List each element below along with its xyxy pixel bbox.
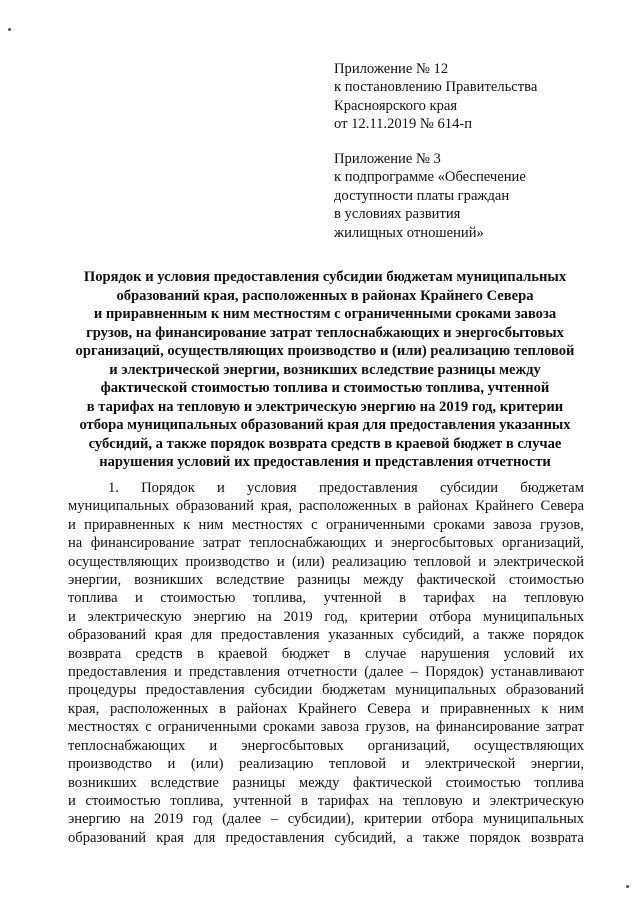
paragraph-line xyxy=(68,663,584,681)
word: и xyxy=(421,700,430,717)
appendix-line: к подпрограмме «Обеспечение xyxy=(334,169,526,186)
paragraph-line xyxy=(68,479,584,497)
title-line: нарушения условий их предоставления и представления отчетности xyxy=(99,454,551,470)
word: края xyxy=(156,829,184,846)
paragraph-line xyxy=(68,553,584,571)
appendix-3-header xyxy=(334,150,624,242)
word: осуществляющих xyxy=(473,737,584,754)
word: энергию xyxy=(68,811,121,828)
word: а xyxy=(406,829,413,846)
word: случае xyxy=(364,645,407,662)
word: для xyxy=(193,829,216,846)
word: стоимостью xyxy=(508,572,584,589)
word: предоставления xyxy=(220,627,320,644)
word: организаций, xyxy=(501,535,584,552)
word: вследствие xyxy=(150,774,219,791)
word: сроками xyxy=(263,719,315,736)
word: также xyxy=(422,829,460,846)
word: и xyxy=(374,535,383,552)
word: муниципальных xyxy=(482,608,584,625)
word: тепловой xyxy=(413,553,471,570)
word: разницы xyxy=(232,774,286,791)
word: теплоснабжающих xyxy=(68,737,186,754)
word: между xyxy=(298,774,340,791)
appendix-line: Приложение № 12 xyxy=(334,61,449,77)
word: тарифах xyxy=(317,792,370,809)
word: ограниченными xyxy=(325,516,425,533)
document-title xyxy=(62,268,588,472)
word: условий xyxy=(503,645,555,662)
title-line: образований края, расположенных в районах Крайнего Севера xyxy=(116,287,534,304)
word: (далее xyxy=(222,811,262,828)
word: местностях xyxy=(231,516,303,533)
word: и xyxy=(68,792,76,809)
paragraph-line xyxy=(68,737,584,755)
appendix-line: доступности платы граждан xyxy=(334,187,510,204)
word: производство xyxy=(185,553,270,570)
scan-dot xyxy=(626,885,629,888)
word: грузов, xyxy=(540,516,584,533)
paragraph-line xyxy=(68,792,584,810)
word: производство xyxy=(68,756,153,773)
appendix-line: жилищных отношений» xyxy=(334,224,484,241)
word: стоимостью xyxy=(85,792,161,809)
word: Севера xyxy=(540,498,584,515)
word: порядок xyxy=(469,829,521,846)
word: разницы xyxy=(297,572,351,589)
word: а xyxy=(472,627,480,644)
word: в xyxy=(219,700,227,717)
title-line: грузов, на финансирование затрат теплоснабжающих и энергосбытовых xyxy=(86,324,564,341)
word: завоза xyxy=(320,719,360,736)
word: и xyxy=(135,590,143,607)
word: (или) xyxy=(292,553,325,570)
word: в xyxy=(399,590,407,607)
title-line: в тарифах на тепловую и электрическую энергию на 2019 год, критерии xyxy=(86,398,564,415)
word: ограниченными xyxy=(157,719,257,736)
word: также xyxy=(487,627,525,644)
title-line: отбора муниципальных образований края для предоставления указанных xyxy=(79,417,571,433)
word: учтенной xyxy=(233,792,292,809)
word: учтенной xyxy=(323,590,382,607)
word: тепловой xyxy=(328,756,387,773)
word: год xyxy=(192,811,213,828)
word: энергию xyxy=(193,608,246,625)
word: Порядок xyxy=(141,480,195,496)
word: субсидий, xyxy=(402,627,465,644)
title-line: субсидий, а также порядок возврата средств в краевой бюджет в случае xyxy=(88,435,562,452)
word: критерии xyxy=(359,608,418,625)
word: и xyxy=(217,480,225,496)
word: финансирование xyxy=(435,719,540,736)
word: энергосбытовых xyxy=(241,737,344,754)
word: Порядок) xyxy=(425,664,484,681)
word: тарифах xyxy=(423,590,475,607)
word: вследствие xyxy=(216,572,285,589)
word: и xyxy=(68,608,76,625)
word: затрат xyxy=(202,535,241,552)
word: организаций, xyxy=(367,737,450,754)
word: Крайнего xyxy=(297,700,357,717)
word: субсидий, xyxy=(334,829,397,846)
word: предоставления xyxy=(318,480,418,496)
word: между xyxy=(363,572,404,589)
word: – xyxy=(410,664,418,681)
word: электрической xyxy=(424,756,516,773)
word: к xyxy=(541,700,549,717)
paragraph-line xyxy=(68,626,584,644)
title-line: и электрической энергии, возникших вследствие разницы между xyxy=(109,361,541,378)
word: затрат xyxy=(545,719,584,736)
word: средств xyxy=(135,645,183,662)
scan-dot xyxy=(8,28,11,31)
word: районах xyxy=(236,700,288,717)
word: предоставления xyxy=(68,664,167,681)
paragraph-line xyxy=(68,700,584,718)
word: расположенных xyxy=(109,700,209,717)
word: отчетности xyxy=(287,664,358,681)
word: 1. xyxy=(108,480,119,496)
word: ним xyxy=(559,700,584,717)
word: энергосбытовых xyxy=(391,535,494,552)
word: электрической xyxy=(493,553,584,570)
paragraph-line xyxy=(68,534,584,552)
word: на xyxy=(492,590,507,607)
title-line: организаций, осуществляющих производство и (или) реализацию тепловой xyxy=(75,343,575,359)
word: предоставления xyxy=(145,682,245,699)
word: края, xyxy=(260,498,293,515)
word: Крайнего xyxy=(475,498,534,515)
word: возникших xyxy=(134,572,204,589)
word: предоставления xyxy=(225,829,325,846)
paragraph-line xyxy=(68,755,584,773)
word: отбора xyxy=(431,811,474,828)
word: 2019 xyxy=(283,608,313,625)
word: фактической xyxy=(416,572,496,589)
word: образований xyxy=(175,498,254,515)
word: с xyxy=(145,719,152,736)
word: на xyxy=(130,811,145,828)
word: образований xyxy=(505,682,584,699)
word: к xyxy=(183,516,191,533)
word: сроками xyxy=(433,516,485,533)
word: и xyxy=(401,756,410,773)
paragraph-1 xyxy=(68,479,584,847)
word: приравненных xyxy=(439,700,531,717)
word: стоимостью xyxy=(160,590,236,607)
word: завоза xyxy=(493,516,532,533)
word: местностях xyxy=(68,719,140,736)
paragraph-line xyxy=(68,497,584,515)
word: реализацию xyxy=(239,756,314,773)
appendix-line: от 12.11.2019 № 614-п xyxy=(334,116,473,133)
word: в xyxy=(196,645,204,662)
word: образований xyxy=(68,829,147,846)
word: на xyxy=(257,608,272,625)
word: в xyxy=(301,792,309,809)
word: и xyxy=(276,553,285,570)
word: муниципальных xyxy=(482,811,584,828)
title-line: Порядок и условия предоставления субсидии бюджетам муниципальных xyxy=(83,269,567,285)
word: бюджетам xyxy=(322,682,386,699)
word: тепловую xyxy=(402,792,463,809)
appendix-line: Красноярского края xyxy=(334,97,458,114)
title-line: и приравненным к ним местностям с ограниченными сроками завоза xyxy=(93,306,557,322)
word: электрическую xyxy=(87,608,182,625)
paragraph-line xyxy=(68,829,584,847)
paragraph-line xyxy=(68,681,584,699)
word: на xyxy=(415,719,430,736)
word: на xyxy=(68,535,83,552)
paragraph-line xyxy=(68,516,584,534)
word: на xyxy=(378,792,394,809)
word: края xyxy=(154,627,183,644)
word: финансирование xyxy=(90,535,195,552)
word: нарушения xyxy=(420,645,490,662)
word: 2019 xyxy=(153,811,184,828)
word: в xyxy=(343,645,351,662)
word: фактической xyxy=(352,774,433,791)
word: образований xyxy=(68,627,147,644)
word: отбора xyxy=(429,608,472,625)
word: стоимостью xyxy=(445,774,521,791)
paragraph-line xyxy=(68,571,584,589)
word: и xyxy=(173,664,182,681)
word: (или) xyxy=(190,756,224,773)
word: ним xyxy=(198,516,224,533)
word: бюджетам xyxy=(520,480,584,496)
appendix-line: Приложение № 3 xyxy=(334,151,441,167)
word: (далее xyxy=(364,664,404,681)
paragraph-line xyxy=(68,718,584,736)
appendix-12-header xyxy=(334,60,624,134)
word: год, xyxy=(324,608,348,625)
word: топлива, xyxy=(252,590,307,607)
word: топлива xyxy=(534,774,584,791)
appendix-line: к постановлению Правительства xyxy=(334,79,538,96)
paragraph-line xyxy=(68,810,584,828)
word: представления xyxy=(188,664,281,681)
word: осуществляющих xyxy=(68,553,179,570)
title-line: фактической стоимостью топлива и стоимостью топлива, учтенной xyxy=(100,380,550,396)
word: процедуры xyxy=(68,682,137,699)
word: и xyxy=(68,516,76,533)
paragraph-line xyxy=(68,774,584,792)
word: краевой xyxy=(218,645,268,662)
paragraph-line xyxy=(68,608,584,626)
paragraph-line xyxy=(68,645,584,663)
word: грузов, xyxy=(365,719,410,736)
word: с xyxy=(311,516,318,533)
word: теплоснабжающих xyxy=(249,535,367,552)
word: в xyxy=(404,498,412,515)
word: порядок xyxy=(533,627,584,644)
word: субсидии), xyxy=(287,811,355,828)
word: возникших xyxy=(68,774,137,791)
word: субсидии xyxy=(439,480,499,496)
word: энергии, xyxy=(68,572,122,589)
word: бюджет xyxy=(281,645,330,662)
word: – xyxy=(270,811,279,828)
word: и xyxy=(209,737,218,754)
word: условия xyxy=(247,480,297,496)
paragraph-line xyxy=(68,589,584,607)
word: критерии xyxy=(363,811,422,828)
word: устанавливают xyxy=(490,664,584,681)
word: возврата xyxy=(68,645,122,662)
word: тепловую xyxy=(524,590,584,607)
word: топлива, xyxy=(170,792,224,809)
word: муниципальных xyxy=(395,682,497,699)
word: приравненных xyxy=(84,516,175,533)
word: для xyxy=(190,627,213,644)
word: электрическую xyxy=(489,792,584,809)
word: края, xyxy=(68,700,100,717)
word: возврата xyxy=(530,829,584,846)
word: муниципальных xyxy=(68,498,170,515)
word: Севера xyxy=(367,700,411,717)
word: реализацию xyxy=(332,553,407,570)
word: энергии, xyxy=(530,756,584,773)
word: их xyxy=(568,645,584,662)
word: и xyxy=(478,553,487,570)
word: топлива xyxy=(68,590,118,607)
word: районах xyxy=(417,498,469,515)
word: субсидии xyxy=(254,682,313,699)
word: указанных xyxy=(328,627,394,644)
word: и xyxy=(167,756,176,773)
word: и xyxy=(472,792,481,809)
word: расположенных xyxy=(298,498,398,515)
appendix-line: в условиях развития xyxy=(334,206,461,223)
